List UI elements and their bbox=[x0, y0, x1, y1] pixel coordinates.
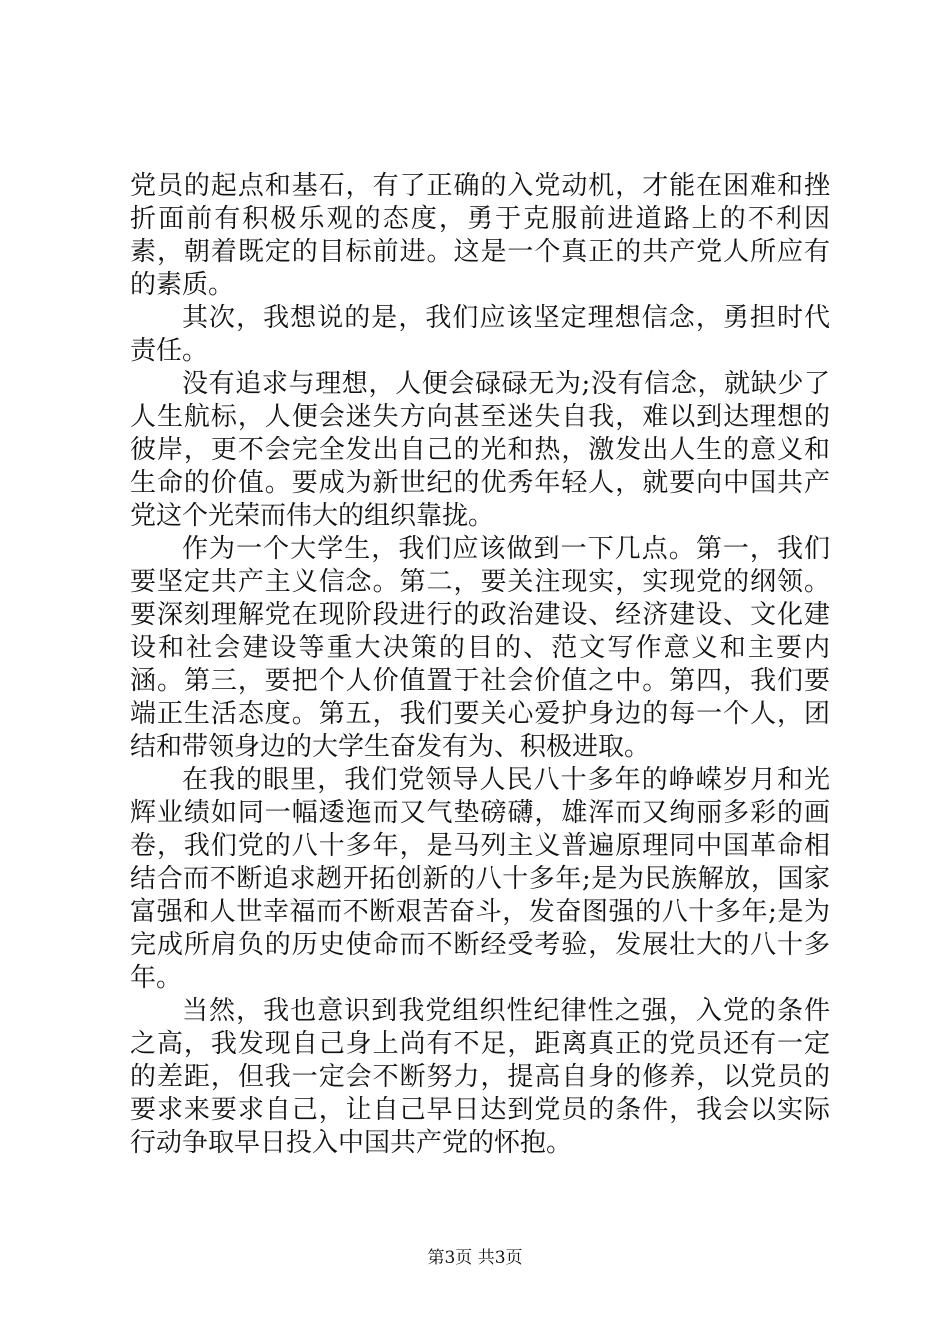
paragraph-belief: 没有追求与理想，人便会碌碌无为;没有信念，就缺少了人生航标，人便会迷失方向甚至迷失自我，难以到达理想的彼岸，更不会完全发出自己的光和热，激发出人生的意义和生命的价值。要成为新世纪的优秀年轻人，就要向中国共产党这个光荣而伟大的组织靠拢。 bbox=[130, 369, 830, 531]
paragraph-ideals: 其次，我想说的是，我们应该坚定理想信念，勇担时代责任。 bbox=[130, 303, 830, 366]
page-footer: 第3页 共3页 bbox=[427, 1248, 523, 1268]
paragraph-conclusion: 当然，我也意识到我党组织性纪律性之强，入党的条件之高，我发现自己身上尚有不足，距离真正的党员还有一定的差距，但我一定会不断努力，提高自身的修养，以党员的要求来要求自己，让自己早日达到党员的条件，我会以实际行动争取早日投入中国共产党的怀抱。 bbox=[130, 996, 830, 1158]
paragraph-student-duties: 作为一个大学生，我们应该做到一下几点。第一，我们要坚定共产主义信念。第二，要关注现实，实现党的纲领。要深刻理解党在现阶段进行的政治建设、经济建设、文化建设和社会建设等重大决策的目的、范文写作意义和主要内涵。第三，要把个人价值置于社会价值之中。第四，我们要端正生活态度。第五，我们要关心爱护身边的每一个人，团结和带领身边的大学生奋发有为、积极进取。 bbox=[130, 534, 830, 762]
paragraph-continuation: 党员的起点和基石，有了正确的入党动机，才能在困难和挫折面前有积极乐观的态度，勇于克服前进道路上的不利因素，朝着既定的目标前进。这是一个真正的共产党人所应有的素质。 bbox=[130, 171, 830, 300]
document-body bbox=[130, 170, 830, 1160]
paragraph-party-history: 在我的眼里，我们党领导人民八十多年的峥嵘岁月和光辉业绩如同一幅逶迤而又气垫磅礴，雄浑而又绚丽多彩的画卷，我们党的八十多年，是马列主义普遍原理同中国革命相结合而不断追求趔开拓创新的八十多年;是为民族解放，国家富强和人世幸福而不断艰苦奋斗，发奋图强的八十多年;是为完成所肩负的历史使命而不断经受考验，发展壮大的八十多年。 bbox=[130, 765, 830, 993]
